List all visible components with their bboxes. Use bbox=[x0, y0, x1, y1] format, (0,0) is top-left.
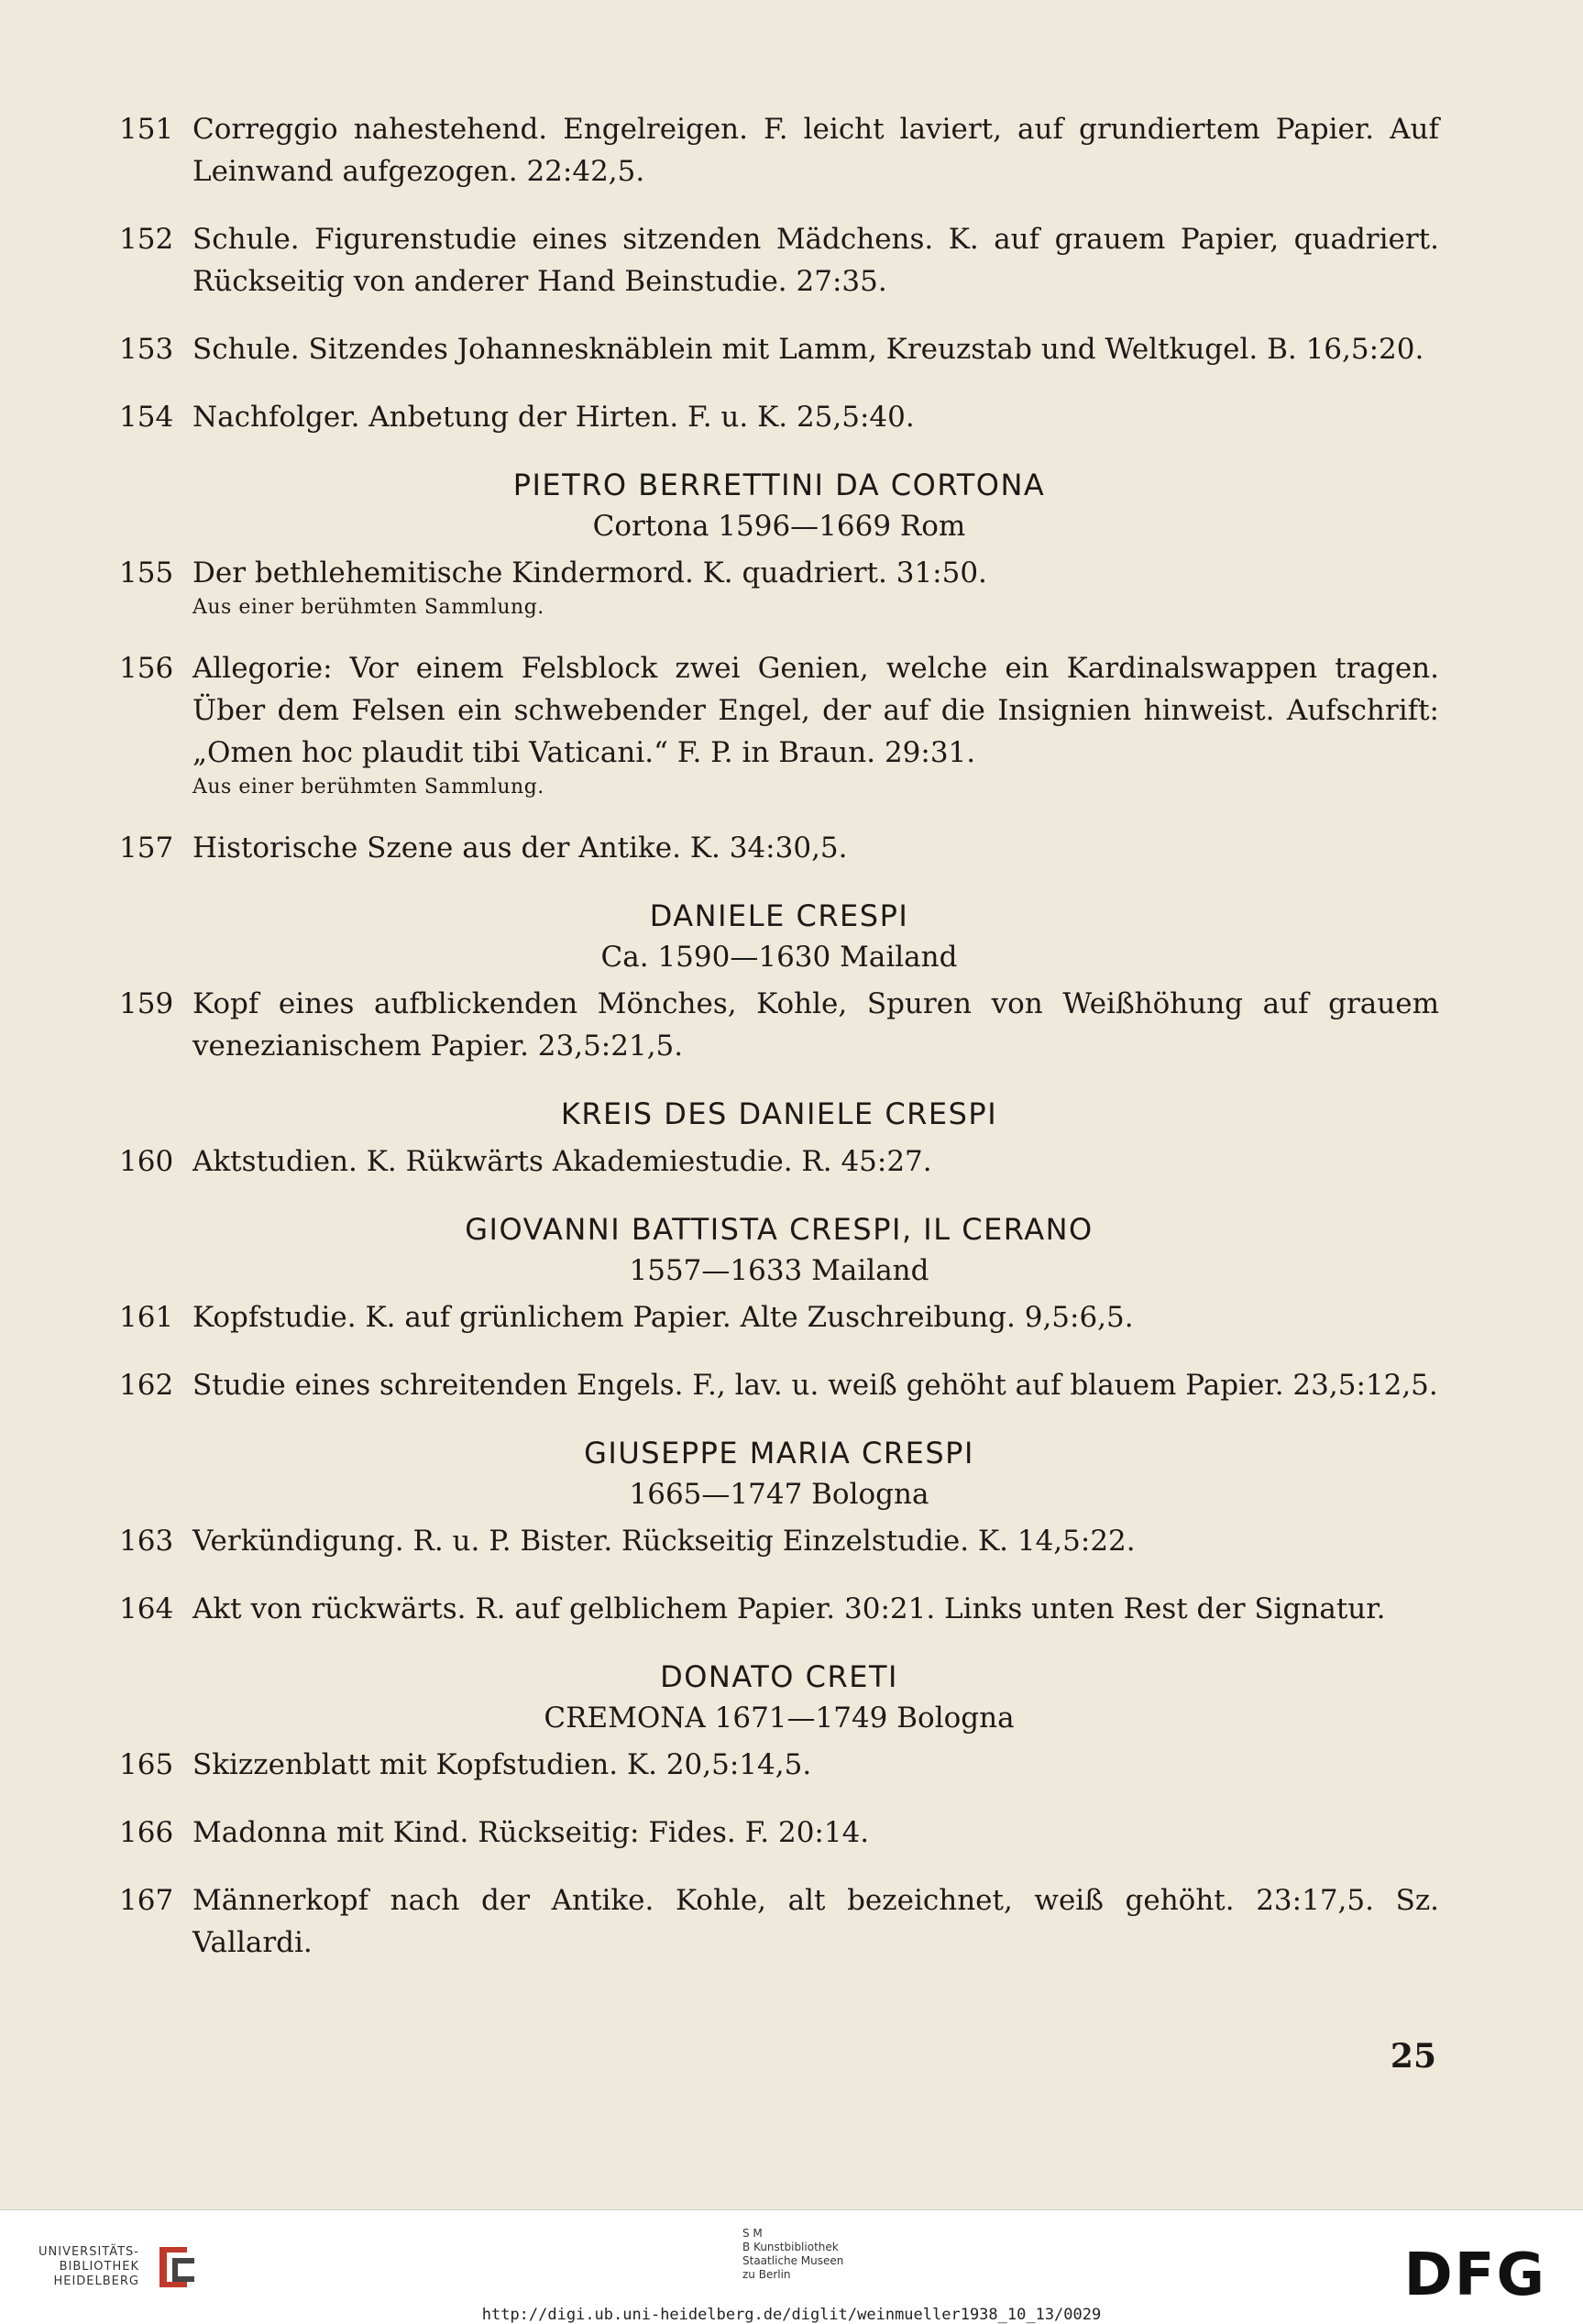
dfg-logo[interactable]: DFG bbox=[1403, 2241, 1546, 2309]
lot-number: 152 bbox=[119, 223, 174, 256]
artist-name: DONATO CRETI bbox=[660, 1659, 898, 1694]
library-emblem-icon bbox=[150, 2240, 202, 2295]
artist-heading bbox=[119, 1656, 1439, 1738]
lot-number: 162 bbox=[119, 1369, 174, 1402]
entry-body bbox=[192, 552, 1439, 622]
artist-name: GIOVANNI BATTISTA CRESPI, IL CERANO bbox=[465, 1212, 1094, 1247]
entry-description: Akt von rückwärts. R. auf gelblichem Papier. 30:21. Links unten Rest der Signatur. bbox=[192, 1592, 1386, 1625]
entry-description: Schule. Sitzendes Johannesknäblein mit Lamm, Kreuzstab und Weltkugel. B. 16,5:20. bbox=[192, 333, 1424, 366]
entry-description: Allegorie: Vor einem Felsblock zwei Genien, welche ein Kardinalswappen tragen. Über dem Felsen ein schwebender Engel, der auf die Insignien hinweist. Aufschrift: „Omen hoc plaudit tibi Vaticani.“ F. P. in Braun. 29:31. bbox=[192, 652, 1439, 769]
footer bbox=[0, 2209, 1583, 2324]
artist-heading bbox=[119, 895, 1439, 977]
lot-number: 161 bbox=[119, 1301, 174, 1334]
lot-number: 154 bbox=[119, 401, 174, 434]
entry-body bbox=[192, 1879, 1439, 1964]
artist-heading bbox=[119, 464, 1439, 546]
provenance-line: Staatliche Museen bbox=[742, 2254, 844, 2267]
entry-body bbox=[192, 108, 1439, 193]
library-line: UNIVERSITÄTS- bbox=[38, 2245, 139, 2259]
entry-description: Schule. Figurenstudie eines sitzenden Mädchens. K. auf grauem Papier, quadriert. Rückseitig von anderer Hand Beinstudie. 27:35. bbox=[192, 223, 1439, 298]
catalog-entry bbox=[119, 983, 1439, 1067]
artist-name: KREIS DES DANIELE CRESPI bbox=[560, 1096, 998, 1131]
catalog-entry bbox=[119, 328, 1439, 370]
entry-body bbox=[192, 1140, 1439, 1183]
permalink-url[interactable]: http://digi.ub.uni-heidelberg.de/diglit/weinmueller1938_10_13/0029 bbox=[481, 2306, 1102, 2324]
artist-dates: CREMONA 1671—1749 Bologna bbox=[544, 1702, 1015, 1735]
catalog-entry bbox=[119, 1812, 1439, 1854]
provenance-line: zu Berlin bbox=[742, 2268, 791, 2281]
entry-description: Aktstudien. K. Rükwärts Akademiestudie. R. 45:27. bbox=[192, 1145, 932, 1178]
catalog-entry bbox=[119, 1520, 1439, 1562]
catalog-entry bbox=[119, 1588, 1439, 1630]
entry-body bbox=[192, 1588, 1439, 1630]
entry-body bbox=[192, 1744, 1439, 1786]
library-line: HEIDELBERG bbox=[53, 2274, 139, 2288]
entry-body bbox=[192, 647, 1439, 801]
page-number: 25 bbox=[1390, 2037, 1436, 2076]
entry-description: Studie eines schreitenden Engels. F., lav. u. weiß gehöht auf blauem Papier. 23,5:12,5. bbox=[192, 1369, 1438, 1402]
artist-heading bbox=[119, 1208, 1439, 1291]
catalog-entry bbox=[119, 1364, 1439, 1406]
entry-body bbox=[192, 1296, 1439, 1338]
provenance-note: Aus einer berühmten Sammlung. bbox=[192, 776, 544, 799]
artist-dates: Cortona 1596—1669 Rom bbox=[592, 510, 966, 543]
entry-body bbox=[192, 1364, 1439, 1406]
lot-number: 160 bbox=[119, 1145, 174, 1178]
entry-description: Madonna mit Kind. Rückseitig: Fides. F. 20:14. bbox=[192, 1816, 870, 1849]
provenance-note: Aus einer berühmten Sammlung. bbox=[192, 596, 544, 619]
artist-heading bbox=[119, 1093, 1439, 1135]
catalog-entry bbox=[119, 1296, 1439, 1338]
entry-description: Historische Szene aus der Antike. K. 34:30,5. bbox=[192, 832, 848, 865]
catalog-content bbox=[119, 108, 1439, 1989]
library-name bbox=[22, 2245, 139, 2289]
entry-description: Nachfolger. Anbetung der Hirten. F. u. K. 25,5:40. bbox=[192, 401, 915, 434]
entry-body bbox=[192, 396, 1439, 438]
heidelberg-library-logo[interactable] bbox=[22, 2240, 205, 2295]
provenance-stamp bbox=[742, 2227, 843, 2282]
entry-body bbox=[192, 328, 1439, 370]
lot-number: 153 bbox=[119, 333, 174, 366]
lot-number: 165 bbox=[119, 1748, 174, 1781]
lot-number: 166 bbox=[119, 1816, 174, 1849]
catalog-entry bbox=[119, 396, 1439, 438]
provenance-line: S M bbox=[742, 2227, 763, 2240]
lot-number: 157 bbox=[119, 832, 174, 865]
entry-description: Der bethlehemitische Kindermord. K. quadriert. 31:50. bbox=[192, 556, 987, 589]
catalog-entry bbox=[119, 108, 1439, 193]
entry-description: Kopf eines aufblickenden Mönches, Kohle, Spuren von Weißhöhung auf grauem venezianischem Papier. 23,5:21,5. bbox=[192, 987, 1439, 1063]
catalog-entry bbox=[119, 1140, 1439, 1183]
lot-number: 159 bbox=[119, 987, 174, 1020]
catalog-entry bbox=[119, 218, 1439, 303]
artist-dates: Ca. 1590—1630 Mailand bbox=[600, 941, 958, 974]
catalog-entry bbox=[119, 827, 1439, 869]
artist-heading bbox=[119, 1432, 1439, 1514]
lot-number: 163 bbox=[119, 1525, 174, 1558]
entry-description: Verkündigung. R. u. P. Bister. Rückseitig Einzelstudie. K. 14,5:22. bbox=[192, 1525, 1136, 1558]
artist-dates: 1665—1747 Bologna bbox=[629, 1478, 929, 1511]
entry-body bbox=[192, 983, 1439, 1067]
artist-name: GIUSEPPE MARIA CRESPI bbox=[584, 1436, 974, 1470]
catalog-entry bbox=[119, 1879, 1439, 1964]
entry-description: Männerkopf nach der Antike. Kohle, alt bezeichnet, weiß gehöht. 23:17,5. Sz. Vallardi. bbox=[192, 1884, 1439, 1959]
entry-body bbox=[192, 827, 1439, 869]
lot-number: 164 bbox=[119, 1592, 174, 1625]
lot-number: 155 bbox=[119, 556, 174, 589]
library-line: BIBLIOTHEK bbox=[59, 2260, 139, 2274]
provenance-line: B Kunstbibliothek bbox=[742, 2241, 839, 2253]
entry-body bbox=[192, 1520, 1439, 1562]
lot-number: 156 bbox=[119, 652, 174, 685]
catalog-entry bbox=[119, 1744, 1439, 1786]
entry-description: Skizzenblatt mit Kopfstudien. K. 20,5:14,5. bbox=[192, 1748, 812, 1781]
artist-name: DANIELE CRESPI bbox=[649, 898, 909, 933]
artist-name: PIETRO BERRETTINI DA CORTONA bbox=[512, 468, 1046, 502]
entry-body bbox=[192, 218, 1439, 303]
lot-number: 151 bbox=[119, 113, 174, 146]
catalog-entry bbox=[119, 552, 1439, 622]
lot-number: 167 bbox=[119, 1884, 174, 1917]
catalog-entry bbox=[119, 647, 1439, 801]
entry-description: Kopfstudie. K. auf grünlichem Papier. Alte Zuschreibung. 9,5:6,5. bbox=[192, 1301, 1134, 1334]
artist-dates: 1557—1633 Mailand bbox=[629, 1254, 929, 1287]
entry-body bbox=[192, 1812, 1439, 1854]
entry-description: Correggio nahestehend. Engelreigen. F. leicht laviert, auf grundiertem Papier. Auf Leinwand aufgezogen. 22:42,5. bbox=[192, 113, 1439, 188]
